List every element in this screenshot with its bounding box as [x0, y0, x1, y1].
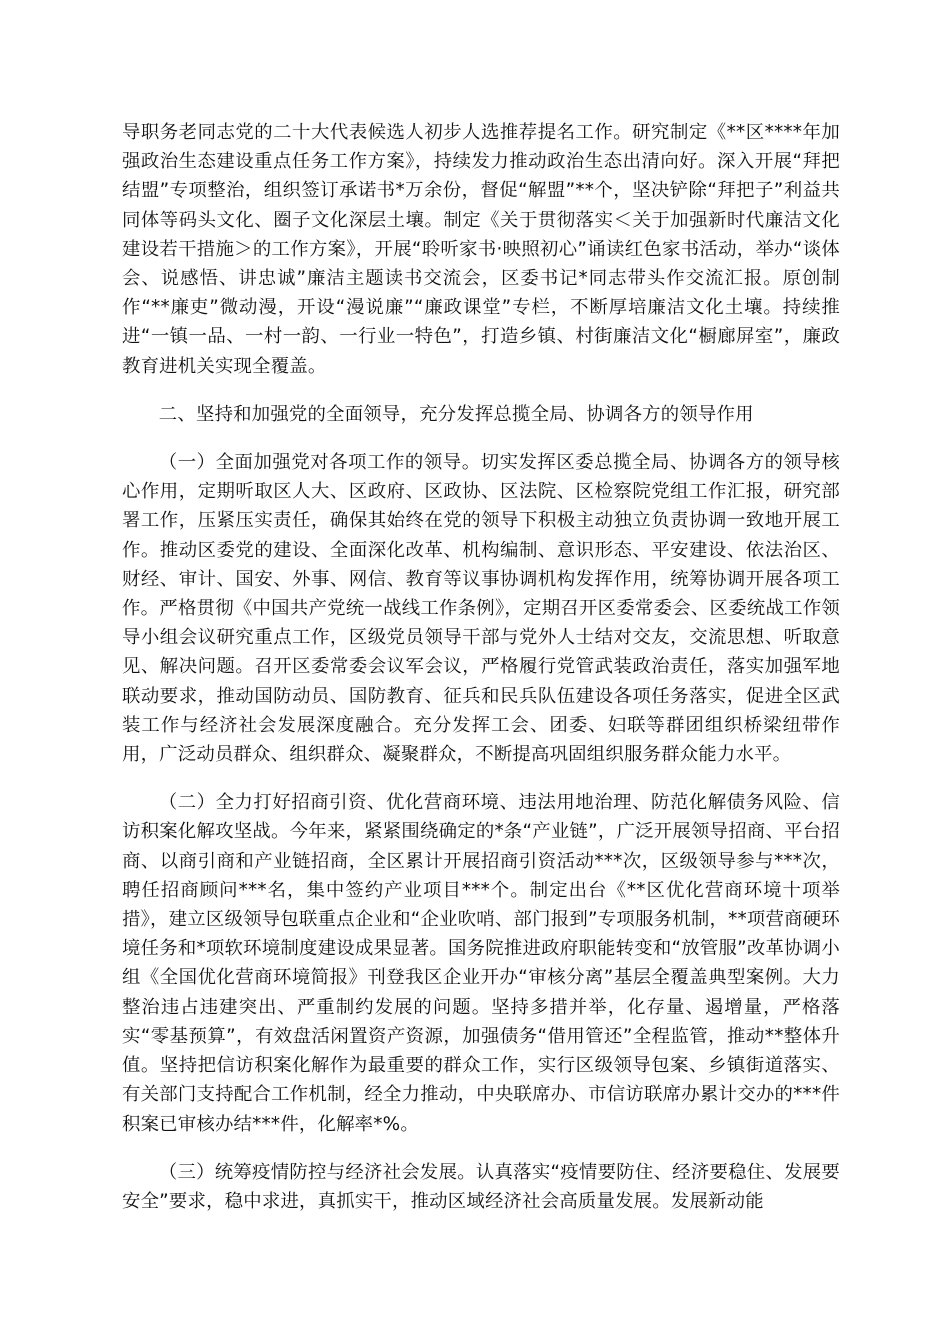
paragraph-2: （二）全力打好招商引资、优化营商环境、违法用地治理、防范化解债务风险、信访积案化解攻坚战。今年来，紧紧围绕确定的*条“产业链”，广泛开展领导招商、平台招商、以商引商和产业链招商，全区累计开展招商引资活动***次，区级领导参与***次，聘任招商顾问***名，集中签约产业项目***个。制定出台《**区优化营商环境十项举措》，建立区级领导包联重点企业和“企业吹哨、部门报到”专项服务机制，**项营商硬环境任务和*项软环境制度建设成果显著。国务院推进政府职能转变和“放管服”改革协调小组《全国优化营商环境简报》刊登我区企业开办“审核分离”基层全覆盖典型案例。大力整治违占违建突出、严重制约发展的问题。坚持多措并举，化存量、遏增量，严格落实“零基预算”，有效盘活闲置资产资源，加强债务“借用管还”全程监管，推动**整体升值。坚持把信访积案化解作为最重要的群众工作，实行区级领导包案、乡镇街道落实、有关部门支持配合工作机制，经全力推动，中央联席办、市信访联席办累计交办的***件积案已审核办结***件，化解率*%。: [122, 792, 840, 1135]
paragraph-continuation: 导职务老同志党的二十大代表候选人初步人选推荐提名工作。研究制定《**区****年加强政治生态建设重点任务工作方案》，持续发力推动政治生态出清向好。深入开展“拜把结盟”专项整治，组织签订承诺书*万余份，督促“解盟”**个，坚决铲除“拜把子”利益共同体等码头文化、圈子文化深层土壤。制定《关于贯彻落实＜关于加强新时代廉洁文化建设若干措施＞的工作方案》，开展“聆听家书·映照初心”诵读红色家书活动，举办“谈体会、说感悟、讲忠诚”廉洁主题读书交流会，区委书记*同志带头作交流汇报。原创制作“**廉吏”微动漫，开设“漫说廉”“廉政课堂”专栏，不断厚培廉洁文化土壤。持续推进“一镇一品、一村一韵、一行业一特色”，打造乡镇、村街廉洁文化“橱廊屏室”，廉政教育进机关实现全覆盖。: [122, 122, 840, 377]
section-heading: 二、坚持和加强党的全面领导，充分发挥总揽全局、协调各方的领导作用: [158, 403, 754, 425]
paragraph-3: （三）统筹疫情防控与经济社会发展。认真落实“疫情要防住、经济要稳住、发展要安全”要求，稳中求进，真抓实干，推动区域经济社会高质量发展。发展新动能: [122, 1161, 840, 1212]
document-body: [122, 118, 840, 1235]
paragraph-1: （一）全面加强党对各项工作的领导。切实发挥区委总揽全局、协调各方的领导核心作用，定期听取区人大、区政府、区政协、区法院、区检察院党组工作汇报，研究部署工作，压紧压实责任，确保其始终在党的领导下积极主动独立负责协调一致地开展工作。推动区委党的建设、全面深化改革、机构编制、意识形态、平安建设、依法治区、财经、审计、国安、外事、网信、教育等议事协调机构发挥作用，统筹协调开展各项工作。严格贯彻《中国共产党统一战线工作条例》，定期召开区委常委会、区委统战工作领导小组会议研究重点工作，区级党员领导干部与党外人士结对交友，交流思想、听取意见、解决问题。召开区委常委会议军会议，严格履行党管武装政治责任，落实加强军地联动要求，推动国防动员、国防教育、征兵和民兵队伍建设各项任务落实，促进全区武装工作与经济社会发展深度融合。充分发挥工会、团委、妇联等群团组织桥梁纽带作用，广泛动员群众、组织群众、凝聚群众，不断提高巩固组织服务群众能力水平。: [122, 452, 840, 766]
